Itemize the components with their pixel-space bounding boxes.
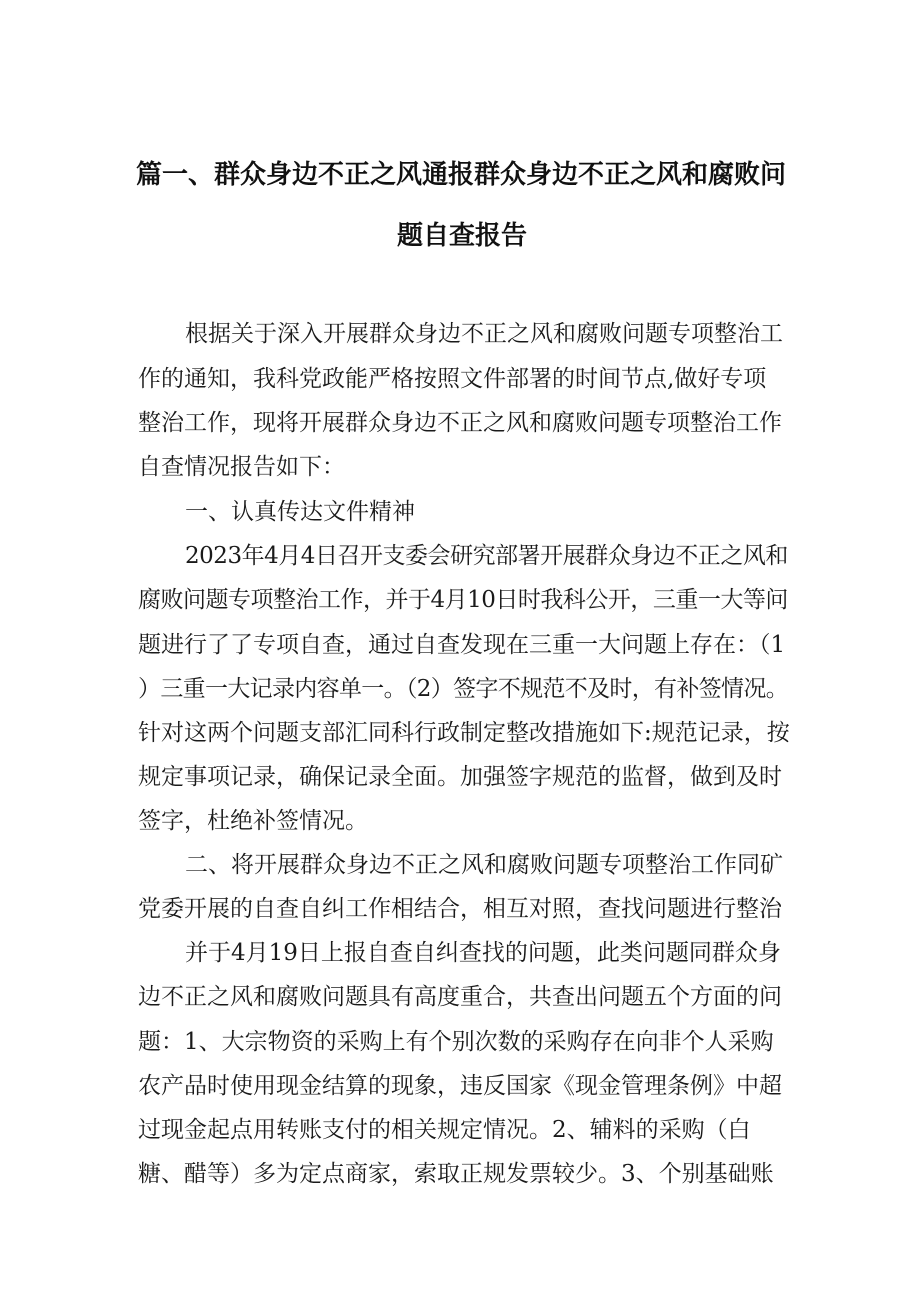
- document-title-line-1: 篇一、群众身边不正之风通报群众身边不正之风和腐败问: [136, 160, 787, 190]
- body-line: 作的通知，我科党政能严格按照文件部署的时间节点,做好专项: [138, 366, 767, 392]
- section-heading-2: 二、将开展群众身边不正之风和腐败问题专项整治工作同矿: [185, 852, 783, 878]
- body-line: 并于4月19日上报自查自纠查找的问题，此类问题同群众身: [185, 940, 781, 966]
- body-line: 签字，杜绝补签情况。: [138, 808, 368, 834]
- body-line: 糖、醋等）多为定点商家，索取正规发票较少。3、个别基础账: [138, 1161, 774, 1187]
- body-line: 针对这两个问题支部汇同科行政制定整改措施如下:规范记录，按: [138, 720, 790, 746]
- body-line: 过现金起点用转账支付的相关规定情况。2、辅料的采购（白: [138, 1117, 751, 1143]
- body-line: 边不正之风和腐败问题具有高度重合，共查出问题五个方面的问: [138, 984, 782, 1010]
- body-line: 根据关于深入开展群众身边不正之风和腐败问题专项整治工: [185, 321, 783, 347]
- body-line: 农产品时使用现金结算的现象，违反国家《现金管理条例》中超: [138, 1073, 782, 1099]
- body-line: 整治工作，现将开展群众身边不正之风和腐败问题专项整治工作: [138, 410, 782, 436]
- body-line: 自查情况报告如下：: [138, 454, 345, 480]
- body-line: 题：1、大宗物资的采购上有个别次数的采购存在向非个人采购: [138, 1029, 774, 1055]
- body-line: 规定事项记录，确保记录全面。加强签字规范的监督，做到及时: [138, 764, 782, 790]
- body-line: 党委开展的自查自纠工作相结合，相互对照，查找问题进行整治: [138, 896, 782, 922]
- body-line: 腐败问题专项整治工作，并于4月10日时我科公开，三重一大等问: [138, 587, 788, 613]
- document-title-line-2: 题自查报告: [396, 221, 527, 251]
- body-line: 题进行了了专项自查，通过自查发现在三重一大问题上存在：（1: [138, 632, 786, 658]
- body-line: 2023年4月4日召开支委会研究部署开展群众身边不正之风和: [185, 543, 788, 569]
- body-line: ）三重一大记录内容单一。（2）签字不规范不及时，有补签情况。: [138, 676, 789, 702]
- section-heading-1: 一、认真传达文件精神: [185, 499, 415, 525]
